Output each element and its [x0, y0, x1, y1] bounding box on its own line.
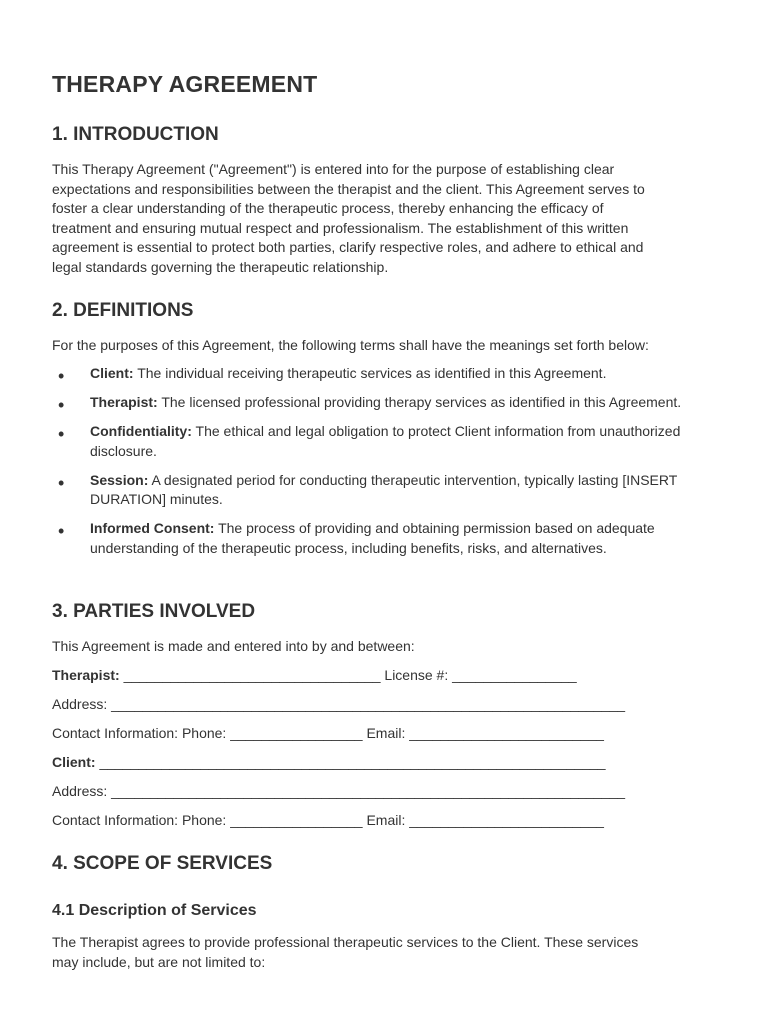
introduction-paragraph	[52, 160, 720, 277]
paragraph-line: agreement is essential to protect both parties, clarify respective roles, and adhere to ethical and	[52, 239, 644, 255]
definition-term: Therapist:	[90, 394, 158, 410]
list-item	[52, 519, 720, 558]
definition-text: The ethical and legal obligation to protect Client information from unauthorized disclosure.	[90, 423, 681, 459]
definition-text: A designated period for conducting therapeutic intervention, typically lasting [INSERT DURATION] minutes.	[90, 471, 678, 507]
section-heading-scope: 4. SCOPE OF SERVICES	[52, 853, 273, 874]
paragraph-line: This Therapy Agreement ("Agreement") is entered into for the purpose of establishing clear	[52, 161, 615, 177]
definitions-list	[52, 364, 720, 568]
bullet-icon: •	[58, 472, 65, 493]
paragraph-line: The Therapist agrees to provide professional therapeutic services to the Client. These services	[52, 934, 639, 950]
paragraph-line: may include, but are not limited to:	[52, 953, 266, 970]
list-item	[52, 393, 720, 413]
client-contact-field[interactable]: Contact Information: Phone: _________________ Email: _________________________	[52, 812, 604, 828]
definition-term: Confidentiality:	[90, 423, 192, 439]
bullet-icon: •	[58, 366, 65, 386]
client-label: Client:	[52, 754, 96, 770]
client-blanks: _________________________________________________________________	[95, 754, 606, 770]
bullet-icon: •	[58, 521, 65, 541]
paragraph-line: expectations and responsibilities between the therapist and the client. This Agreement serves to	[52, 180, 645, 197]
definitions-intro: For the purposes of this Agreement, the following terms shall have the meanings set forth below:	[52, 337, 649, 353]
section-heading-introduction: 1. INTRODUCTION	[52, 124, 219, 145]
definition-text: The process of providing and obtaining permission based on adequate understanding of the therapeutic process, including benefits, risks, and alternatives.	[90, 520, 655, 556]
therapist-label: Therapist:	[52, 667, 120, 683]
therapist-address-field[interactable]: Address: __________________________________________________________________	[52, 696, 626, 712]
parties-intro: This Agreement is made and entered into by and between:	[52, 638, 415, 654]
paragraph-line: foster a clear understanding of the therapeutic process, thereby enhancing the efficacy of	[52, 200, 604, 216]
bullet-icon: •	[58, 424, 65, 444]
section-heading-parties: 3. PARTIES INVOLVED	[52, 601, 256, 622]
bullet-icon: •	[58, 395, 65, 415]
therapist-blanks: _________________________________ License #: ________________	[119, 667, 577, 683]
client-field[interactable]	[52, 753, 606, 772]
list-item	[52, 422, 720, 461]
therapist-contact-field[interactable]: Contact Information: Phone: _________________ Email: _________________________	[52, 725, 604, 741]
definition-term: Informed Consent:	[90, 520, 215, 536]
therapist-field[interactable]	[52, 666, 577, 685]
paragraph-line: treatment and ensuring mutual respect and professionalism. The establishment of this written	[52, 219, 629, 236]
definition-term: Client:	[90, 365, 134, 381]
paragraph-line: legal standards governing the therapeutic relationship.	[52, 258, 389, 275]
list-item	[52, 364, 720, 384]
client-address-field[interactable]: Address: __________________________________________________________________	[52, 783, 626, 799]
services-paragraph	[52, 933, 720, 972]
subsection-heading-description: 4.1 Description of Services	[52, 902, 257, 919]
definition-text: The individual receiving therapeutic services as identified in this Agreement.	[133, 365, 607, 381]
list-item	[52, 471, 720, 510]
document-title: THERAPY AGREEMENT	[52, 71, 318, 97]
definition-text: The licensed professional providing therapy services as identified in this Agreement.	[157, 394, 682, 410]
section-heading-definitions: 2. DEFINITIONS	[52, 300, 194, 321]
definition-term: Session:	[90, 471, 149, 488]
